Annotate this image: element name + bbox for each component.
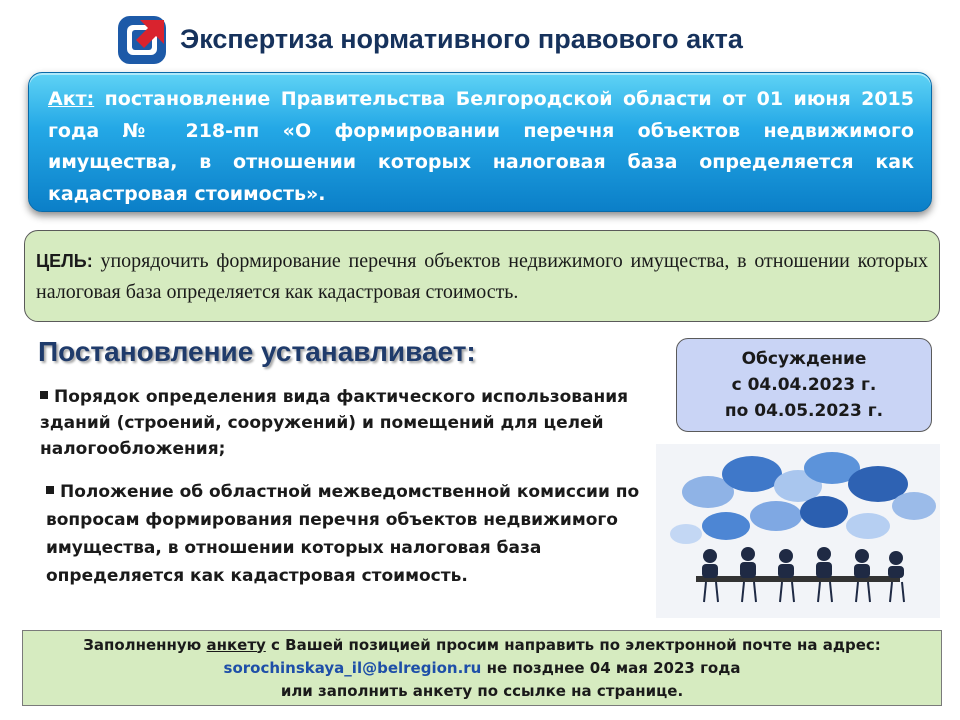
list-item-text: Положение об областной межведомственной комиссии по вопросам формирования перечня объектов недвижимого имущества, в отношении которых налоговая база определяется как кадастровая стоимость.	[46, 482, 640, 586]
questionnaire-link[interactable]: анкету	[206, 635, 266, 654]
footer-line-3: или заполнить анкету по ссылке на странице.	[280, 681, 684, 700]
goal-label: ЦЕЛЬ:	[36, 251, 93, 271]
discussion-start-date: с 04.04.2023 г.	[731, 375, 877, 395]
list-item	[46, 478, 656, 590]
belregion-logo-icon	[116, 14, 168, 66]
discussion-title: Обсуждение	[741, 349, 867, 369]
footer-line-2	[224, 657, 741, 680]
list-item-text: Порядок определения вида фактического использования зданий (строений, сооружений) и помещений для целей налогообложения;	[40, 387, 629, 459]
discussion-end-date: по 04.05.2023 г.	[724, 401, 884, 421]
page-title: Экспертиза нормативного правового акта	[180, 24, 743, 54]
act-description: постановление Правительства Белгородской области от 01 июня 2015 года № 218-пп «О формировании перечня объектов недвижимого имущества, в отношении которых налоговая база определяется как кадастровая стоимость».	[48, 88, 914, 205]
discussion-people-speech-bubbles-icon	[656, 444, 940, 618]
footer-text: с Вашей позицией просим направить по электронной почте на адрес:	[265, 635, 881, 654]
list-item	[40, 384, 650, 462]
footer-deadline: не позднее 04 мая 2023 года	[481, 658, 741, 677]
footer-notice	[22, 630, 942, 706]
square-bullet-icon	[46, 486, 54, 494]
email-link[interactable]: sorochinskaya_il@belregion.ru	[223, 658, 482, 677]
goal-description: упорядочить формирование перечня объектов недвижимого имущества, в отношении которых налоговая база определяется как кадастровая стоимость.	[36, 250, 928, 303]
square-bullet-icon	[40, 391, 48, 399]
section-title: Постановление устанавливает:	[38, 336, 476, 367]
act-text	[48, 84, 914, 210]
goal-text	[36, 246, 928, 308]
footer-line-1	[83, 634, 881, 657]
act-label: Акт:	[48, 88, 95, 110]
footer-text: Заполненную	[83, 635, 207, 654]
discussion-period-box	[676, 338, 932, 432]
